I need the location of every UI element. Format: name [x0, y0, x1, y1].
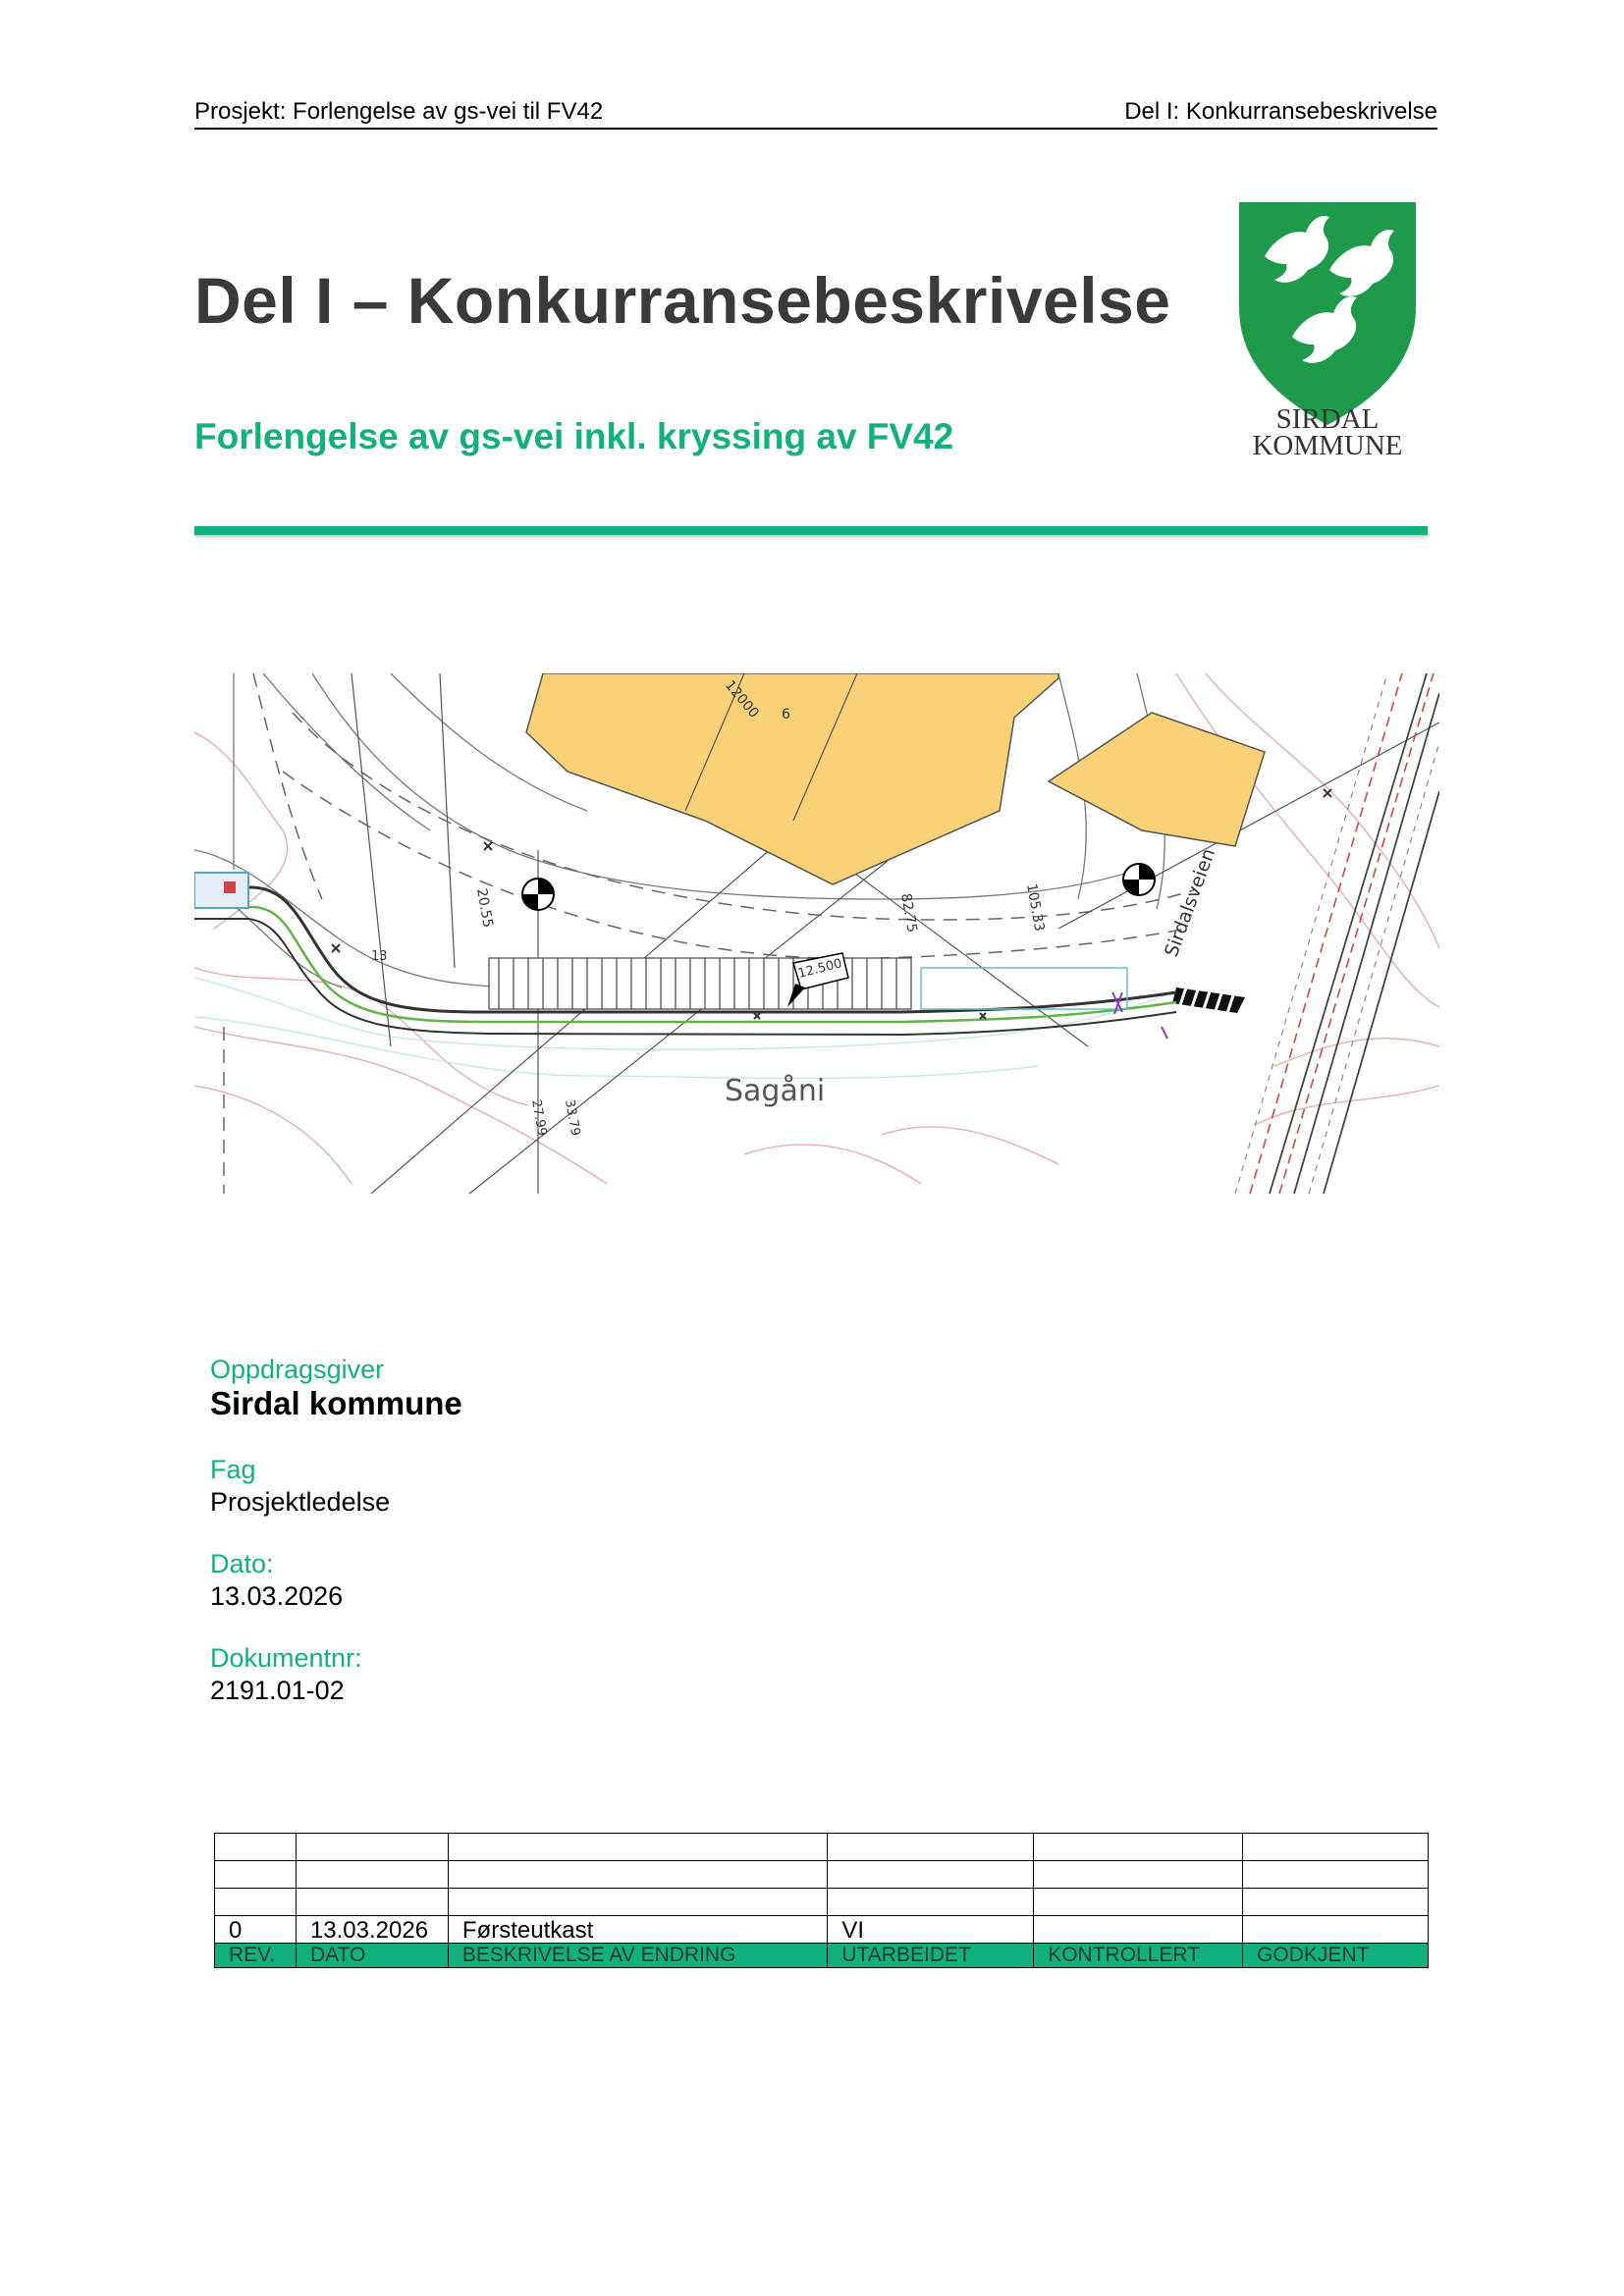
site-plan-map — [194, 673, 1439, 1194]
svg-text:33.79: 33.79 — [562, 1098, 583, 1138]
table-cell — [448, 1861, 827, 1889]
table-cell — [215, 1834, 297, 1861]
sirdal-kommune-logo — [1235, 199, 1420, 459]
table-cell — [828, 1861, 1034, 1889]
table-row — [215, 1834, 1429, 1861]
date-label: Dato: — [210, 1549, 274, 1578]
table-cell — [1034, 1889, 1243, 1916]
date-cell: 13.03.2026 — [296, 1916, 448, 1944]
header-project: Prosjekt: Forlengelse av gs-vei til FV42 — [194, 98, 604, 125]
svg-text:12.500: 12.500 — [796, 956, 844, 982]
svg-text:KOMMUNE: KOMMUNE — [1252, 430, 1403, 459]
docno-label: Dokumentnr: — [210, 1643, 362, 1673]
table-cell — [1034, 1861, 1243, 1889]
header-prepared: UTARBEIDET — [828, 1944, 1034, 1968]
header-rev: REV. — [215, 1944, 297, 1968]
page-header — [194, 98, 1437, 130]
table-cell — [1034, 1834, 1243, 1861]
table-cell — [296, 1861, 448, 1889]
header-date: DATO — [296, 1944, 448, 1968]
svg-text:Sagåni: Sagåni — [725, 1074, 826, 1108]
table-cell — [1243, 1889, 1429, 1916]
svg-text:12000: 12000 — [721, 677, 762, 721]
table-cell — [828, 1889, 1034, 1916]
table-cell — [448, 1889, 827, 1916]
revision-table — [214, 1833, 1429, 1968]
client-label: Oppdragsgiver — [210, 1355, 385, 1384]
header-checked: KONTROLLERT — [1034, 1944, 1243, 1968]
client-value: Sirdal kommune — [210, 1385, 462, 1421]
table-cell — [1243, 1861, 1429, 1889]
rev-cell: 0 — [215, 1916, 297, 1944]
discipline-value: Prosjektledelse — [210, 1487, 391, 1517]
header-part: Del I: Konkurransebeskrivelse — [1124, 98, 1437, 125]
approved-cell — [1243, 1916, 1429, 1944]
table-cell — [215, 1861, 297, 1889]
svg-text:6: 6 — [782, 707, 790, 722]
header-approved: GODKJENT — [1243, 1944, 1429, 1968]
table-row — [215, 1889, 1429, 1916]
green-divider — [194, 526, 1428, 535]
svg-text:Sirdalsveien: Sirdalsveien — [1161, 845, 1220, 960]
checked-cell — [1034, 1916, 1243, 1944]
table-header-row — [215, 1944, 1429, 1968]
svg-text:SIRDAL: SIRDAL — [1275, 403, 1380, 435]
document-subtitle: Forlengelse av gs-vei inkl. kryssing av FV42 — [194, 416, 954, 456]
table-row — [215, 1916, 1429, 1944]
svg-text:82.75: 82.75 — [897, 891, 920, 934]
document-title: Del I – Konkurransebeskrivelse — [194, 264, 1171, 337]
table-cell — [215, 1889, 297, 1916]
prepared-cell: VI — [828, 1916, 1034, 1944]
discipline-label: Fag — [210, 1455, 256, 1484]
table-cell — [296, 1834, 448, 1861]
table-cell — [1243, 1834, 1429, 1861]
description-cell: Førsteutkast — [448, 1916, 827, 1944]
header-description: BESKRIVELSE AV ENDRING — [448, 1944, 827, 1968]
table-row — [215, 1861, 1429, 1889]
svg-text:27.99: 27.99 — [528, 1098, 550, 1138]
table-cell — [448, 1834, 827, 1861]
svg-text:13: 13 — [371, 949, 388, 964]
svg-text:105.33: 105.33 — [1023, 881, 1048, 933]
docno-value: 2191.01-02 — [210, 1676, 345, 1705]
table-cell — [828, 1834, 1034, 1861]
date-value: 13.03.2026 — [210, 1581, 344, 1611]
svg-text:20.55: 20.55 — [473, 886, 496, 930]
table-cell — [296, 1889, 448, 1916]
